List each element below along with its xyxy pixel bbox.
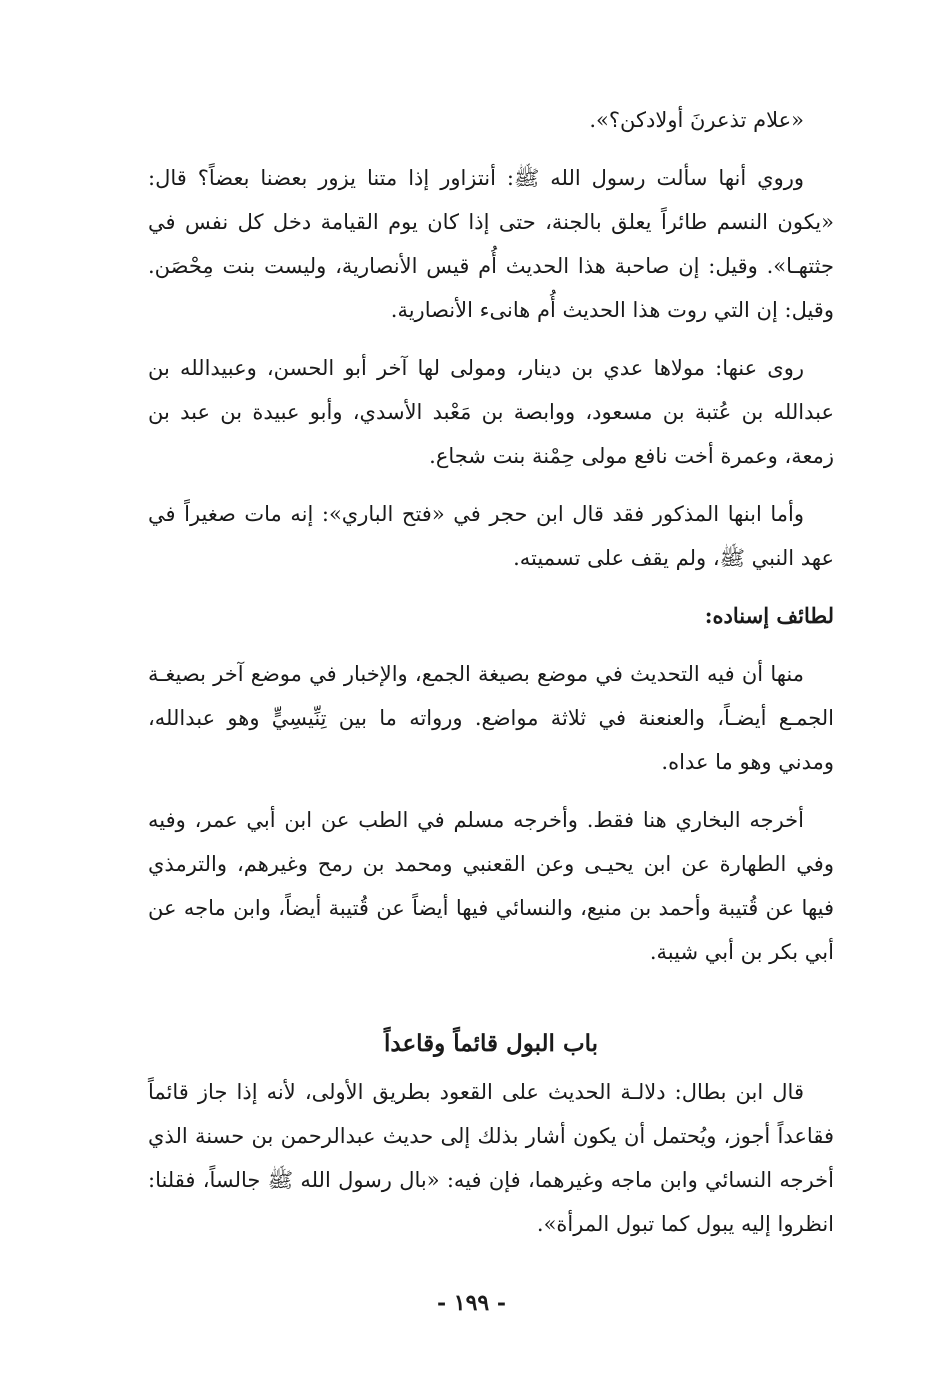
page-content — [148, 98, 834, 1246]
paragraph-son: وأما ابنها المذكور فقد قال ابن حجر في «فتح الباري»: إنه مات صغيراً في عهد النبي ﷺ، ولم يقف على تسميته. — [148, 502, 834, 570]
chapter-body: قال ابن بطال: دلالـة الحديث على القعود بطريق الأولى، لأنه إذا جاز قائماً فقاعداً أجوز، ويُحتمل أن يكون أشار بذلك إلى حديث عبدالرحمن بن حسنة الذي أخرجه النسائي وابن ماجه وغيرهما، فإن فيه: «بال رسول الله ﷺ جالساً، فقلنا: انظروا إليه يبول كما تبول المرأة». — [148, 1080, 834, 1236]
paragraph-quote: «علام تذعرنَ أولادكن؟». — [589, 108, 804, 132]
page-number: - ١٩٩ - — [436, 1290, 507, 1316]
paragraph-narration: وروي أنها سألت رسول الله ﷺ: أنتزاور إذا متنا يزور بعضنا بعضاً؟ قال: «يكون النسم طائراً يعلق بالجنة، حتى إذا كان يوم القيامة دخل كل نفس في جثتهـا». وقيل: إن صاحبة هذا الحديث أُم قيس الأنصارية، وليست بنت مِحْصَن. وقيل: إن التي روت هذا الحديث أُم هانىء الأنصارية. — [148, 166, 834, 322]
paragraph-takhrij: أخرجه البخاري هنا فقط. وأخرجه مسلم في الطب عن ابن أبي عمر، وفيه وفي الطهارة عن ابن يحيـى وعن القعنبي ومحمد بن رمح وغيرهم، والترمذي فيها عن قُتيبة وأحمد بن منيع، والنسائي فيها أيضاً عن قُتيبة أيضاً، وابن ماجه عن أبي بكر بن أبي شيبة. — [148, 808, 834, 964]
chapter-title: باب البول قائماً وقاعداً — [383, 1030, 599, 1057]
paragraph-narrators: روى عنها: مولاها عدي بن دينار، ومولى لها آخر أبو الحسن، وعبيدالله بن عبدالله بن عُتبة بن مسعود، ووابصة بن مَعْبد الأسدي، وأبو عبيدة بن عبد بن زمعة، وعمرة أخت نافع مولى حِمْنة بنت شجاع. — [148, 356, 834, 468]
section-heading-isnad: لطائف إسناده: — [704, 603, 834, 628]
paragraph-isnad: منها أن فيه التحديث في موضع بصيغة الجمع، والإخبار في موضع آخر بصيغـة الجمـع أيضـاً، والعنعنة في ثلاثة مواضع. ورواته ما بين تِنِّيسِيٍّ وهو عبدالله، ومدني وهو ما عداه. — [148, 662, 834, 774]
